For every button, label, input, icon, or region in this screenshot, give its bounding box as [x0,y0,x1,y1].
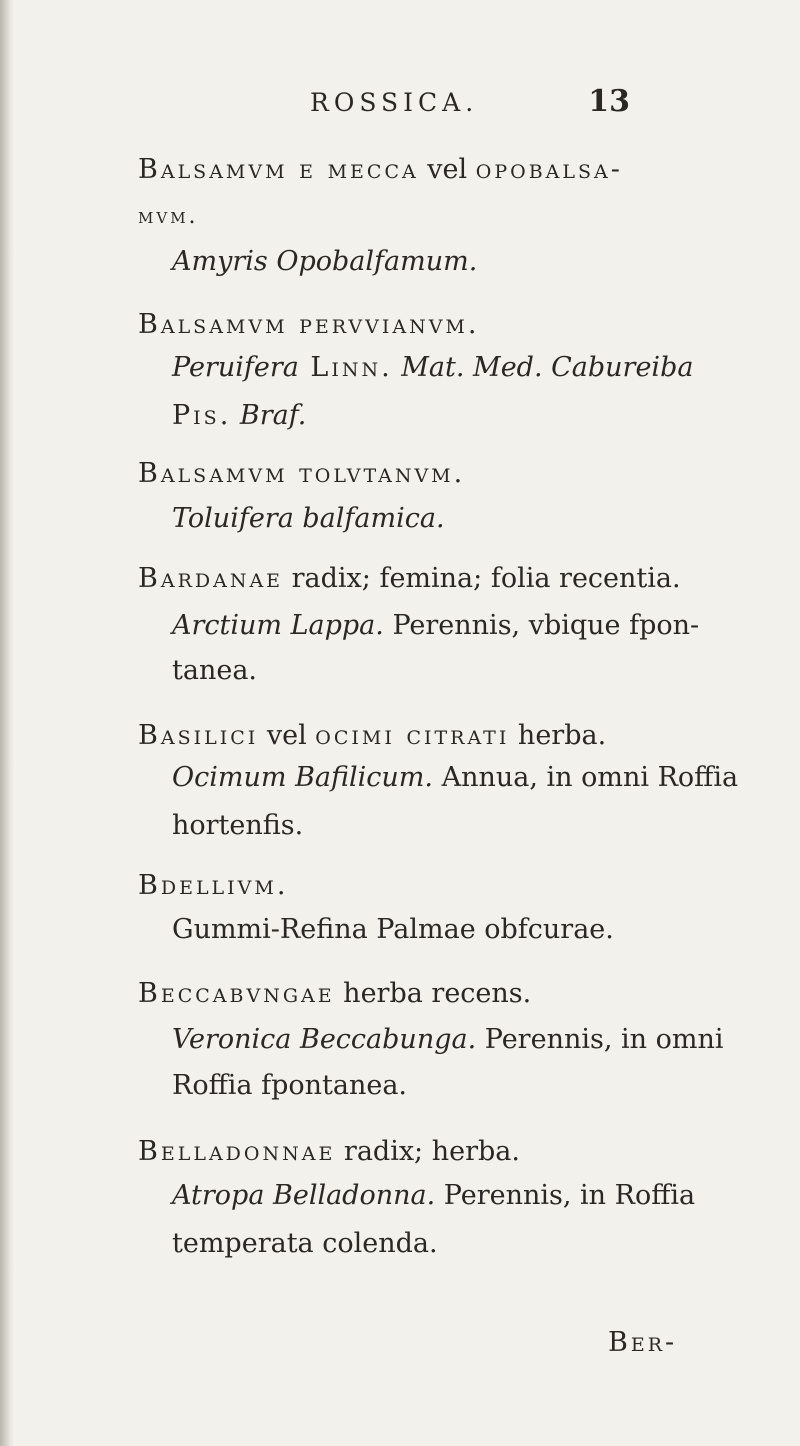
entry-heading: Belladonnae radix; herba. [138,1136,520,1167]
entry-synonym: Ocimum Bafilicum. Annua, in omni Roffia [172,762,739,793]
entry-synonym-continuation: tanea. [172,655,257,686]
entry-heading: Balsamvm e mecca vel opobalsa- [138,154,623,185]
entry-synonym-continuation: temperata colenda. [172,1228,438,1259]
page-binding-edge [0,0,14,1446]
entry-heading: Balsamvm pervvianvm. [138,309,480,340]
running-head: ROSSICA. [310,88,479,117]
entry-synonym: Toluifera balfamica. [172,503,445,534]
entry-synonym: Peruifera Linn. Mat. Med. Cabureiba [172,352,694,383]
page-number: 13 [588,84,630,119]
entry-synonym: Veronica Beccabunga. Perennis, in omni [172,1024,724,1055]
entry-synonym: Atropa Belladonna. Perennis, in Roffia [172,1180,696,1211]
entry-synonym: Amyris Opobalfamum. [172,246,478,277]
entry-heading: Beccabvngae herba recens. [138,978,532,1009]
entry-heading-continuation: mvm. [138,204,199,229]
entry-heading: Balsamvm tolvtanvm. [138,458,466,489]
entry-synonym: Arctium Lappa. Perennis, vbique fpon- [172,610,700,641]
entry-synonym-continuation: hortenfis. [172,810,304,841]
entry-synonym: Gummi-Refina Palmae obfcurae. [172,914,614,945]
entry-heading: Basilici vel ocimi citrati herba. [138,720,607,751]
catchword: Ber- [608,1327,678,1358]
entry-synonym-continuation: Pis. Braf. [172,400,307,431]
page-header [310,84,740,124]
entry-heading: Bdellivm. [138,870,289,901]
entry-synonym-continuation: Roffia fpontanea. [172,1070,407,1101]
entry-heading: Bardanae radix; femina; folia recentia. [138,563,681,594]
